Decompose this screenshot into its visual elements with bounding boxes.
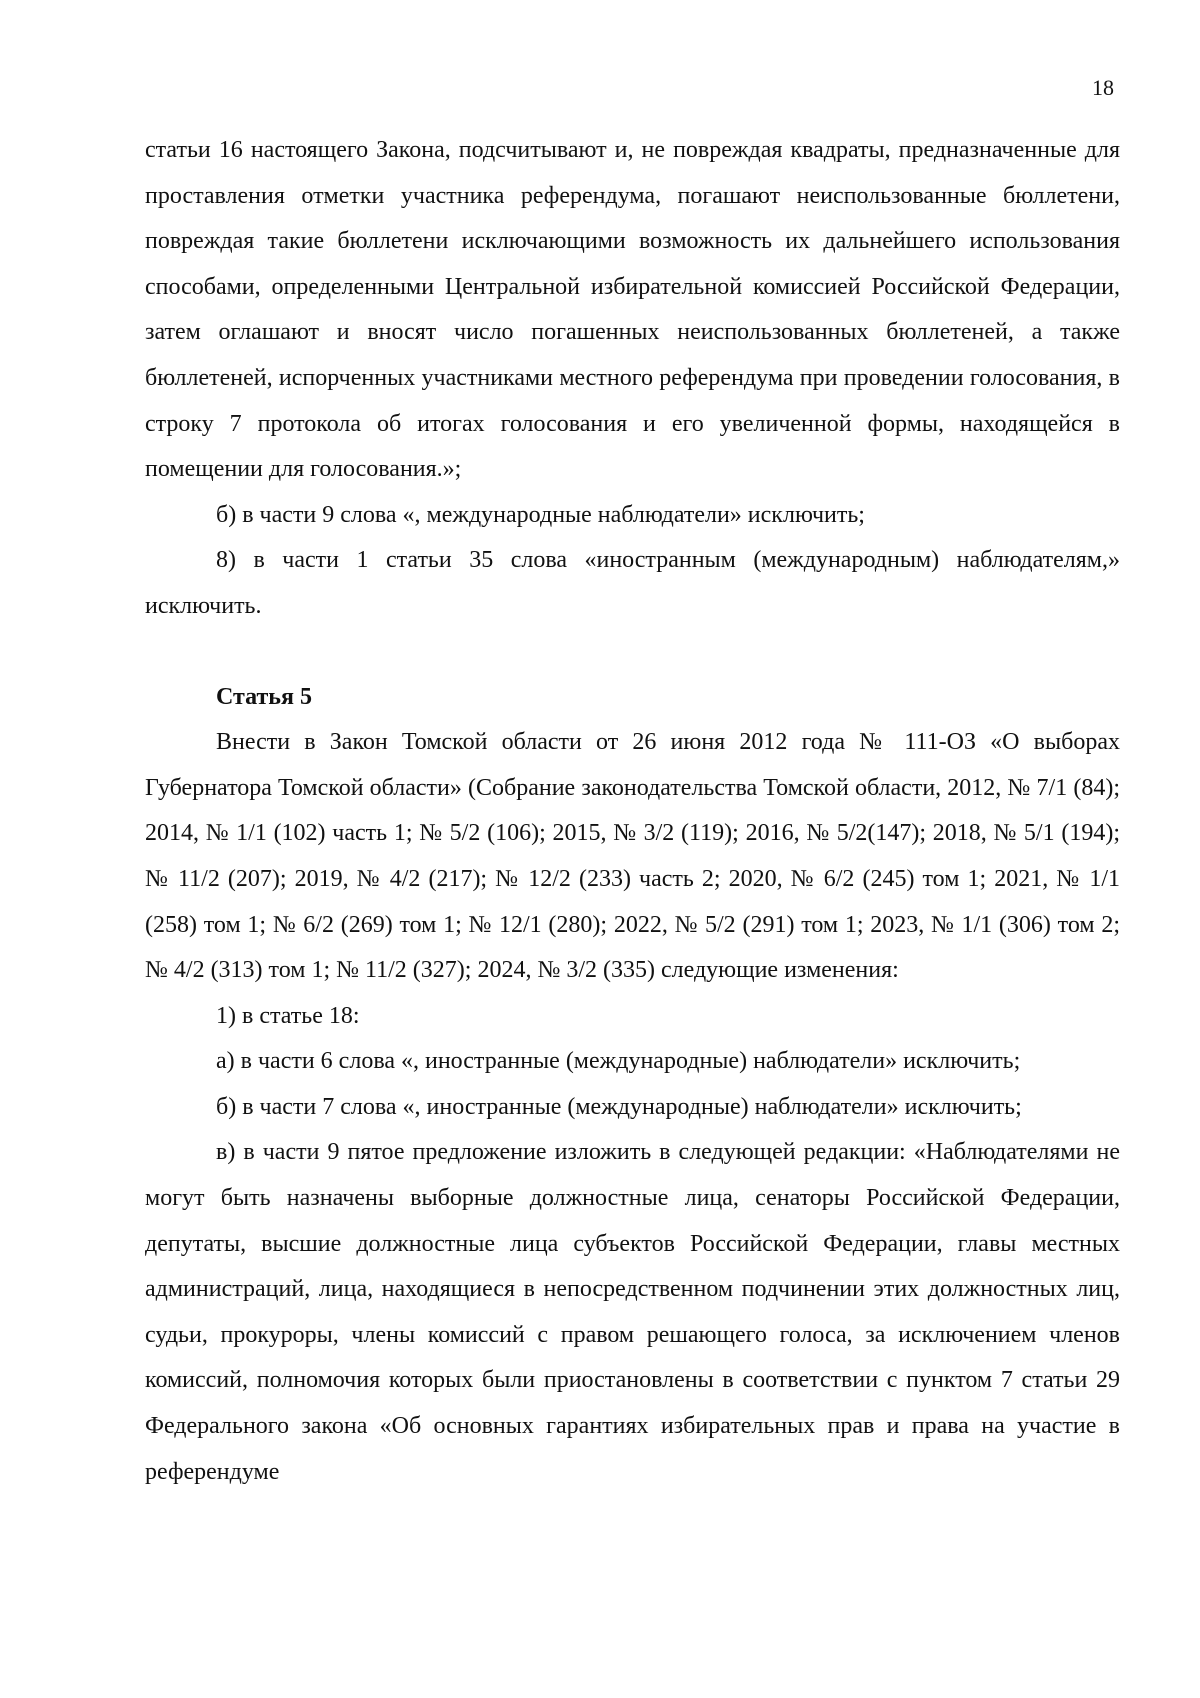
article-title: Статья 5 <box>216 683 312 710</box>
spacer <box>145 630 1120 675</box>
document-body <box>145 128 1120 1495</box>
article-intro-paragraph: Внести в Закон Томской области от 26 июня 2012 года № 111-ОЗ «О выборах Губернатора Томской области» (Собрание законодательства Томской области, 2012, № 7/1 (84); 2014, № 1/1 (102) часть 1; № 5/2 (106); 2015, № 3/2 (119); 2016, № 5/2(147); 2018, № 5/1 (194); № 11/2 (207); 2019, № 4/2 (217); № 12/2 (233) часть 2; 2020, № 6/2 (245) том 1; 2021, № 1/1 (258) том 1; № 6/2 (269) том 1; № 12/1 (280); 2022, № 5/2 (291) том 1; 2023, № 1/1 (306) том 2; № 4/2 (313) том 1; № 11/2 (327); 2024, № 3/2 (335) следующие изменения: <box>145 729 1120 984</box>
paragraph-item-8: 8) в части 1 статьи 35 слова «иностранным (международным) наблюдателям,» исключить. <box>145 547 1120 619</box>
paragraph-item-b: б) в части 7 слова «, иностранные (международные) наблюдатели» исключить; <box>216 1093 1022 1120</box>
paragraph-item-a: а) в части 6 слова «, иностранные (международные) наблюдатели» исключить; <box>216 1048 1021 1075</box>
paragraph-item-1: 1) в статье 18: <box>216 1002 360 1029</box>
paragraph-item-b-part-9: б) в части 9 слова «, международные наблюдатели» исключить; <box>216 501 865 528</box>
page-number: 18 <box>1092 75 1114 100</box>
paragraph-continuation: статьи 16 настоящего Закона, подсчитывают и, не повреждая квадраты, предназначенные для проставления отметки участника референдума, погашают неиспользованные бюллетени, повреждая такие бюллетени исключающими возможность их дальнейшего использования способами, определенными Центральной избирательной комиссией Российской Федерации, затем оглашают и вносят число погашенных неиспользованных бюллетеней, а также бюллетеней, испорченных участниками местного референдума при проведении голосования, в строку 7 протокола об итогах голосования и его увеличенной формы, находящейся в помещении для голосования.»; <box>145 137 1120 483</box>
paragraph-item-c: в) в части 9 пятое предложение изложить в следующей редакции: «Наблюдателями не могут быть назначены выборные должностные лица, сенаторы Российской Федерации, депутаты, высшие должностные лица субъектов Российской Федерации, главы местных администраций, лица, находящиеся в непосредственном подчинении этих должностных лиц, судьи, прокуроры, члены комиссий с правом решающего голоса, за исключением членов комиссий, полномочия которых были приостановлены в соответствии с пунктом 7 статьи 29 Федерального закона «Об основных гарантиях избирательных прав и права на участие в референдуме <box>145 1139 1120 1485</box>
